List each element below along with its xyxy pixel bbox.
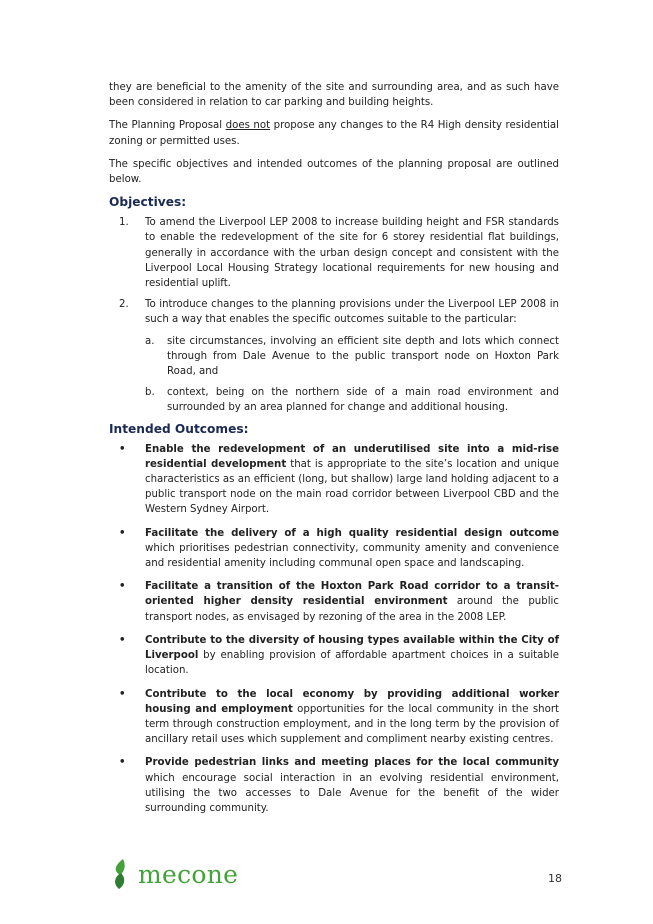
subitem-letter: a.	[145, 335, 155, 347]
bullet-icon: •	[119, 581, 126, 593]
intro-p2-end: propose any changes to the R4 High density residential zoning or permitted uses.	[109, 120, 559, 147]
objective-item	[109, 215, 559, 291]
outcome-item	[109, 442, 559, 518]
intended-outcomes-heading: Intended Outcomes:	[109, 421, 249, 436]
outcome-item	[109, 526, 559, 572]
subitem-text: site circumstances, involving an efficient site depth and lots which connect through from Dale Avenue to the public transport node on Hoxton Park Road, and	[167, 335, 559, 378]
outcome-text: by enabling provision of affordable apartment choices in a suitable location.	[145, 650, 559, 677]
logo-wordmark: mecone	[138, 859, 239, 889]
bullet-icon: •	[119, 688, 126, 700]
page-content	[109, 80, 559, 824]
objective-number: 1.	[119, 217, 129, 229]
objectives-list	[109, 215, 559, 415]
page-number: 18	[548, 872, 562, 885]
outcome-bold-text: Facilitate a transition of the Hoxton Park Road corridor to a transit-oriented higher density residential environment	[145, 581, 559, 608]
intro-paragraph-3: The specific objectives and intended outcomes of the planning proposal are outlined below.	[109, 158, 559, 186]
outcome-text: around the public transport nodes, as envisaged by rezoning of the area in the 2008 LEP.	[145, 596, 559, 623]
outcomes-list	[109, 442, 559, 816]
outcome-bold-text: Contribute to the local economy by providing additional worker housing and employment	[145, 688, 559, 715]
outcome-bold-text: Provide pedestrian links and meeting places for the local community	[145, 757, 559, 769]
intro-p2-start: The Planning Proposal	[109, 120, 226, 132]
subitem-text: context, being on the northern side of a main road environment and surrounded by an area planned for change and additional housing.	[167, 387, 559, 414]
mecone-logo	[110, 858, 238, 890]
objectives-heading: Objectives:	[109, 195, 187, 210]
intro-p2-underlined: does not	[225, 120, 271, 132]
objective-item	[109, 297, 559, 415]
outcome-text: which encourage social interaction in an evolving residential environment, utilising the two accesses to Dale Avenue for the benefit of the wider surrounding community.	[145, 772, 559, 814]
outcome-item	[109, 755, 559, 816]
subitem-letter: b.	[145, 387, 155, 399]
outcome-text: opportunities for the local community in the short term through construction employment, and in the long term by the provision of ancillary retail uses which supplement and compliment nearby existing centres.	[145, 703, 559, 746]
intro-paragraph-2	[109, 118, 559, 148]
bullet-icon: •	[119, 527, 126, 539]
objective-subitem	[145, 334, 559, 380]
outcome-item	[109, 633, 559, 679]
outcome-bold-text: Facilitate the delivery of a high quality residential design outcome	[145, 527, 559, 539]
outcome-bold-text: Enable the redevelopment of an underutilised site into a mid-rise residential development	[145, 443, 559, 470]
objective-text: To amend the Liverpool LEP 2008 to increase building height and FSR standards to enable the redevelopment of the site for 6 storey residential flat buildings, generally in accordance with the urban design concept and consistent with the Liverpool Local Housing Strategy locational requirements for new housing and residential uplift.	[145, 217, 559, 290]
intro-paragraph-1: they are beneficial to the amenity of the site and surrounding area, and as such have been considered in relation to car parking and building heights.	[109, 82, 559, 109]
objective-text: To introduce changes to the planning provisions under the Liverpool LEP 2008 in such a way that enables the specific outcomes suitable to the particular:	[145, 299, 559, 326]
bullet-icon: •	[119, 443, 126, 455]
outcome-bold-text: Contribute to the diversity of housing types available within the City of Liverpool	[145, 634, 559, 662]
objective-number: 2.	[119, 299, 129, 311]
outcome-item	[109, 579, 559, 625]
bullet-icon: •	[119, 634, 126, 646]
objective-subitem	[145, 385, 559, 415]
bullet-icon: •	[119, 757, 126, 769]
outcome-text: that is appropriate to the site’s location and unique characteristics as an efficient (long, but shallow) large land holding adjacent to a public transport node on the main road corridor between Liverpool CBD and the Western Sydney Airport.	[145, 458, 559, 516]
leaf-logo-icon	[110, 858, 134, 890]
outcome-text: which prioritises pedestrian connectivity, community amenity and convenience and residential amenity including communal open space and landscaping.	[145, 542, 559, 570]
outcome-item	[109, 687, 559, 748]
